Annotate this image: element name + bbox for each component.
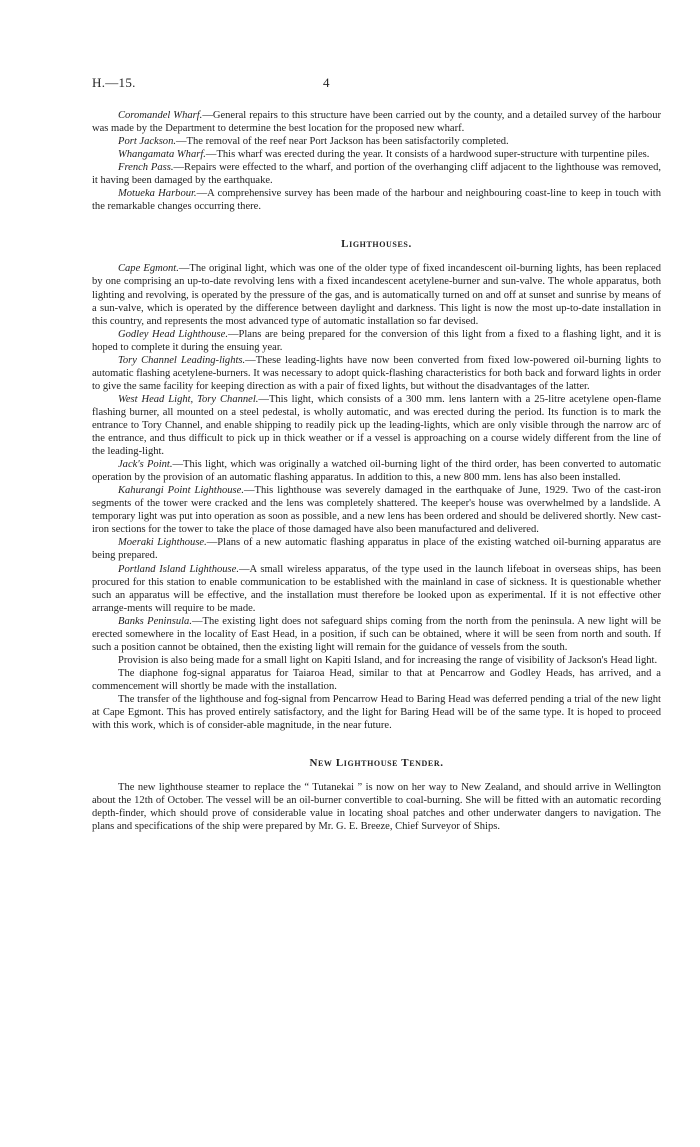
paragraph bbox=[92, 109, 661, 135]
running-header bbox=[92, 76, 661, 96]
paragraph-lead: Kahurangi Point Lighthouse. bbox=[118, 485, 244, 497]
paragraph bbox=[92, 161, 661, 187]
paragraph bbox=[92, 458, 661, 484]
paragraph-text: —The original light, which was one of the older type of fixed incandescent oil-burning lights, has been replaced by one comprising an up-to-date revolving lens with a fixed incandescent acetylene-burner and sun-valve. The whole apparatus, both lighting and revolving, is operated by the pressure of the gas, and is automatically turned on and off at sunset and sunrise by means of a sun-valve, which is operated by the difference between daylight and darkness. This light is now the most up-to-date installation in this country, and represents the most advanced type of automatic installation so far devised. bbox=[92, 263, 661, 327]
paragraph bbox=[92, 484, 661, 536]
paragraph-lead: West Head Light, Tory Channel. bbox=[118, 393, 259, 405]
paragraph-text: —General repairs to this structure have been carried out by the county, and a detailed survey of the harbour was made by the Department to determine the best location for the proposed new wharf. bbox=[92, 110, 661, 135]
paragraph bbox=[92, 328, 661, 354]
paragraph-text: The diaphone fog-signal apparatus for Taiaroa Head, similar to that at Pencarrow and Godley Heads, has arrived, and a commencement will shortly be made with the installation. bbox=[92, 667, 661, 692]
paragraph-lead: Whangamata Wharf. bbox=[118, 149, 206, 161]
paragraph-text: The transfer of the lighthouse and fog-signal from Pencarrow Head to Baring Head was deferred pending a trial of the new light at Cape Egmont. This has proved entirely satisfactory, and the light for Baring Head will be of the same type. It is hoped to proceed with this work, which is of consider-able magnitude, in the near future. bbox=[92, 693, 661, 732]
paragraph bbox=[92, 654, 661, 667]
paragraph-lead: Motueka Harbour. bbox=[118, 188, 197, 200]
paragraph-text: The new lighthouse steamer to replace the “ Tutanekai ” is now on her way to New Zealand, and should arrive in Wellington about the 12th of October. The vessel will be an oil-burner convertible to coal-burning. She will be fitted with an automatic recording depth-finder, which should prove of considerable value in locating shoal patches and other underwater dangers to navigation. The plans and specifications of the ship were prepared by Mr. G. E. Breeze, Chief Surveyor of Ships. bbox=[92, 782, 661, 833]
harbours-section bbox=[92, 109, 661, 213]
paragraph bbox=[92, 693, 661, 732]
paragraph bbox=[92, 781, 661, 833]
page-number: 4 bbox=[323, 75, 330, 90]
paragraph-text: —The removal of the reef near Port Jackson has been satisfactorily completed. bbox=[176, 136, 509, 148]
paragraph bbox=[92, 536, 661, 562]
paragraph bbox=[92, 135, 661, 148]
section-heading-lighthouses: Lighthouses. bbox=[341, 238, 412, 251]
paragraph bbox=[92, 563, 661, 615]
paragraph bbox=[92, 187, 661, 213]
paragraph-lead: Godley Head Lighthouse. bbox=[118, 328, 228, 340]
paragraph-lead: Banks Peninsula. bbox=[118, 615, 192, 627]
tender-section bbox=[92, 781, 661, 833]
paragraph bbox=[92, 148, 661, 161]
paragraph-lead: Portland Island Lighthouse. bbox=[118, 563, 239, 575]
paragraph bbox=[92, 393, 661, 458]
document-identifier: H.—15. bbox=[92, 75, 136, 90]
paragraph-text: —A comprehensive survey has been made of the harbour and neighbouring coast-line to keep in touch with the remarkable changes occurring there. bbox=[92, 188, 661, 213]
paragraph-lead: Port Jackson. bbox=[118, 136, 176, 148]
paragraph-text: Provision is also being made for a small light on Kapiti Island, and for increasing the range of visibility of Jackson's Head light. bbox=[118, 654, 658, 666]
paragraph-text: —This light, which consists of a 300 mm. lens lantern with a 25-litre acetylene open-flame flashing burner, all mounted on a steel pedestal, is wholly automatic, and was erected during the period. Its function is to mark the entrance to Tory Channel, and enable shipping to readily pick up the leading-lights, which are only visible through the narrow arc of the entrance, and thus difficult to pick up in thick weather or if a vessel is approaching on a course widely different from the line of the leading-light. bbox=[92, 393, 661, 458]
paragraph-text: —This lighthouse was severely damaged in the earthquake of June, 1929. Two of the cast-iron segments of the tower were cracked and the lens was completely shattered. The keeper's house was overwhelmed by a landslide. A temporary light was put into operation as soon as possible, and a new lens has been ordered and should be delivered shortly. New cast-iron sections for the tower to take the place of those damaged have also been manufactured and delivered. bbox=[92, 485, 661, 536]
paragraph-lead: French Pass. bbox=[118, 162, 174, 174]
paragraph-text: —Plans of a new automatic flashing apparatus in place of the existing watched oil-burning apparatus are being prepared. bbox=[92, 537, 661, 562]
paragraph-text: —Plans are being prepared for the conversion of this light from a fixed to a flashing light, and it is hoped to complete it during the ensuing year. bbox=[92, 328, 661, 353]
section-heading-new-lighthouse-tender: New Lighthouse Tender. bbox=[309, 757, 444, 770]
paragraph-text: —This wharf was erected during the year. It consists of a hardwood super-structure with turpentine piles. bbox=[205, 149, 650, 161]
paragraph bbox=[92, 615, 661, 654]
paragraph bbox=[92, 354, 661, 393]
paragraph-lead: Tory Channel Leading-lights. bbox=[118, 354, 246, 366]
paragraph-text: —The existing light does not safeguard ships coming from the north from the peninsula. A new light will be erected somewhere in the locality of East Head, in a position, if such can be obtained, where it will be seen from north and south. If such a position cannot be obtained, then the existing light will remain for the guidance of vessels from the south. bbox=[92, 615, 661, 653]
paragraph-text: —These leading-lights have now been converted from fixed low-powered oil-burning lights to automatic flashing acetylene-burners. It was necessary to adopt quick-flashing characteristics for both back and forward lights in order to give the same facility for keeping direction as with a pair of fixed lights, but without the disadvantages of the latter. bbox=[92, 354, 661, 392]
paragraph-text: —A small wireless apparatus, of the type used in the launch lifeboat in overseas ships, has been procured for this station to enable communication to be established with the mainland in case of sickness. It is questionable whether such an apparatus will be effective, and the installation must therefore be looked upon as experimental. If it is not effective other arrange-ments will require to be made. bbox=[92, 563, 661, 614]
paragraph bbox=[92, 667, 661, 693]
paragraph-text: —Repairs were effected to the wharf, and portion of the overhanging cliff adjacent to the lighthouse was removed, it having been damaged by the earthquake. bbox=[92, 162, 662, 187]
lighthouses-section bbox=[92, 262, 661, 732]
paragraph bbox=[92, 262, 661, 327]
paragraph-lead: Jack's Point. bbox=[118, 459, 173, 471]
paragraph-text: —This light, which was originally a watched oil-burning light of the third order, has been converted to automatic operation by the provision of an automatic flashing apparatus. In addition to this, a new 800 mm. lens has also been installed. bbox=[92, 459, 661, 484]
paragraph-lead: Cape Egmont. bbox=[118, 263, 179, 275]
paragraph-lead: Moeraki Lighthouse. bbox=[118, 537, 207, 549]
paragraph-lead: Coromandel Wharf. bbox=[118, 110, 203, 121]
